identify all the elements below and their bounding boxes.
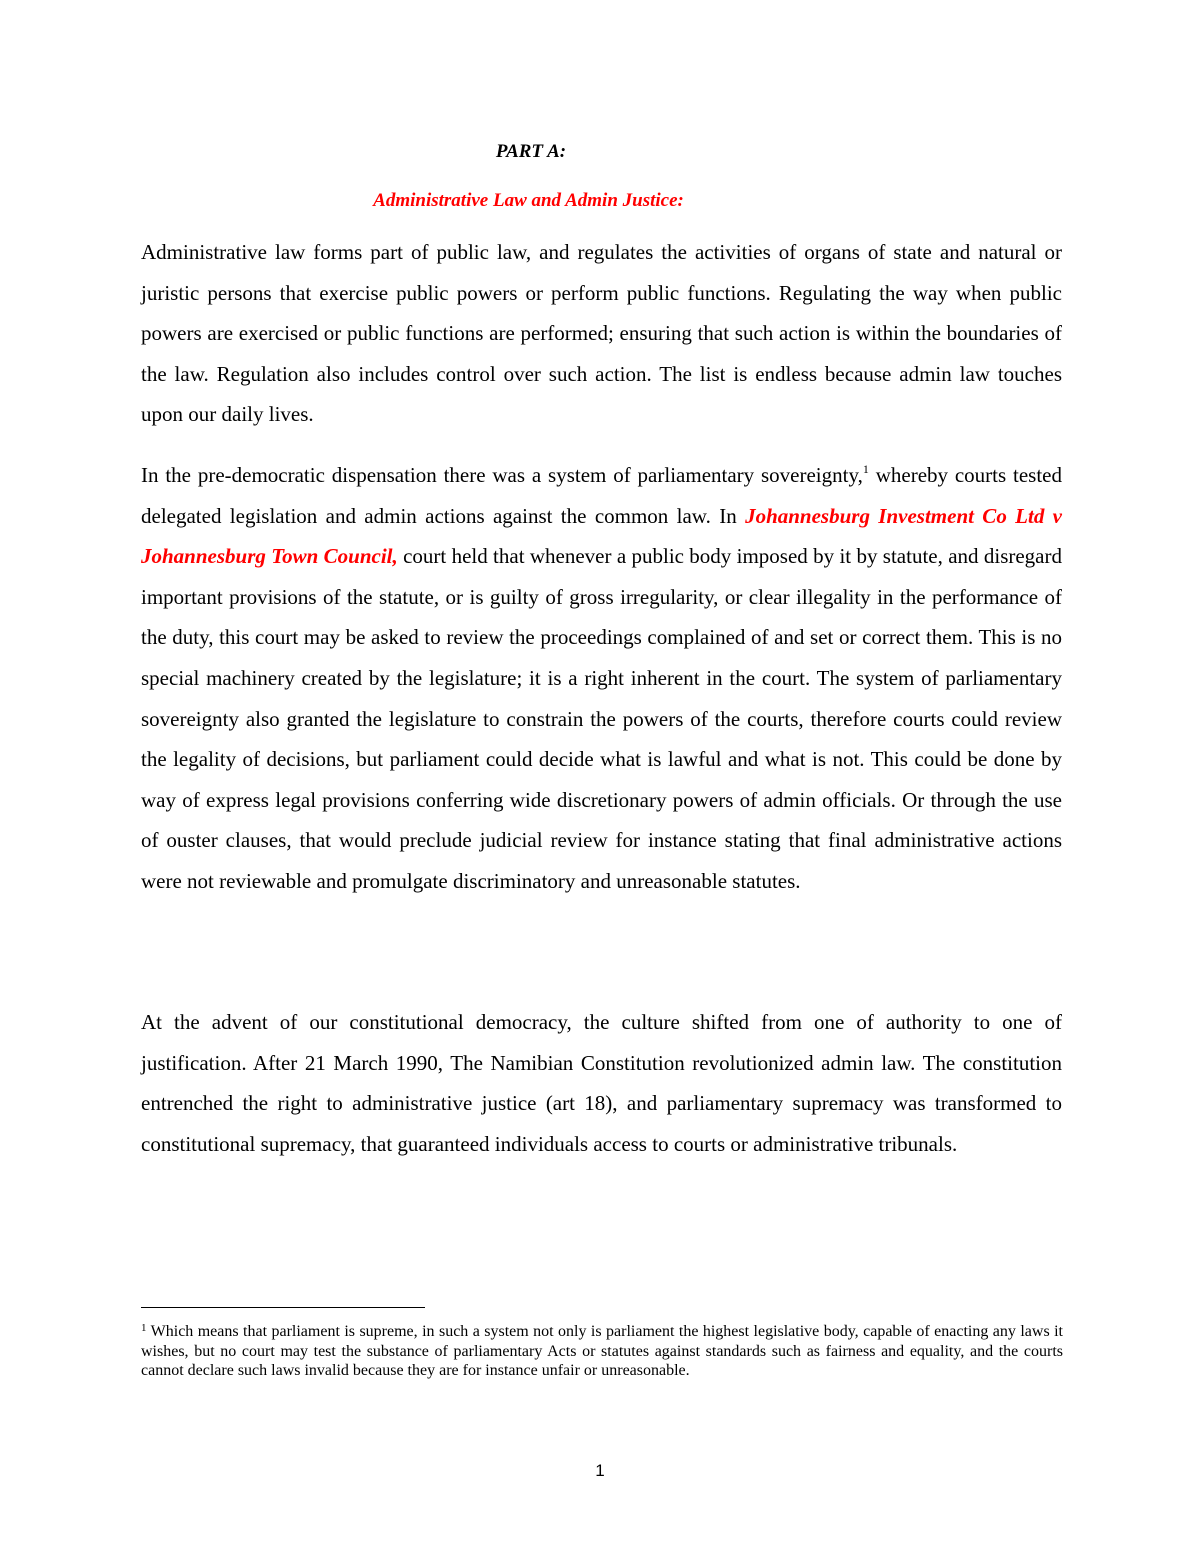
paragraph-pre-democratic [141,455,1062,902]
footnote [141,1322,1063,1381]
paragraph-text: court held that whenever a public body imposed by it by statute, and disregard important provisions of the statute, or is guilty of gross irregularity, or clear illegality in the performance of the duty, this court may be asked to review the proceedings complained of and set or correct them. This is no special machinery created by the legislature; it is a right inherent in the court. The system of parliamentary sovereignty also granted the legislature to constrain the powers of the courts, therefore courts could review the legality of decisions, but parliament could decide what is lawful and what is not. This could be done by way of express legal provisions conferring wide discretionary powers of admin officials. Or through the use of ouster clauses, that would preclude judicial review for instance stating that final administrative actions were not reviewable and promulgate discriminatory and unreasonable statutes. [141,544,1062,893]
footnote-number: 1 [141,1322,147,1334]
footnote-reference[interactable]: 1 [862,462,869,476]
footnote-text: Which means that parliament is supreme, in such a system not only is parliament the highest legislative body, capable of enacting any laws it wishes, but no court may test the substance of parliamentary Acts or statutes against standards such as fairness and equality, and the courts cannot declare such laws invalid because they are for instance unfair or unreasonable. [141,1323,1063,1379]
part-title: PART A: [495,141,567,162]
footnote-separator [141,1307,425,1308]
paragraph-constitutional-democracy: At the advent of our constitutional democracy, the culture shifted from one of authority to one of justification. After 21 March 1990, The Namibian Constitution revolutionized admin law. The constitution entrenched the right to administrative justice (art 18), and parliamentary supremacy was transformed to constitutional supremacy, that guaranteed individuals access to courts or administrative tribunals. [141,1010,1062,1156]
section-subtitle: Administrative Law and Admin Justice: [373,190,684,211]
case-citation: Johannesburg Investment Co Ltd v Johannesburg Town Council, [141,503,1063,569]
paragraph-text: whereby courts tested delegated legislation and admin actions against the common law. In [141,463,1062,528]
paragraph-administrative-law: Administrative law forms part of public law, and regulates the activities of organs of state and natural or juristic persons that exercise public powers or perform public functions. Regulating the way when public powers are exercised or public functions are performed; ensuring that such action is within the boundaries of the law. Regulation also includes control over such action. The list is endless because admin law touches upon our daily lives. [141,240,1062,427]
page-number: 1 [595,1461,605,1480]
paragraph-text: In the pre-democratic dispensation there was a system of parliamentary sovereignty, [141,463,863,487]
